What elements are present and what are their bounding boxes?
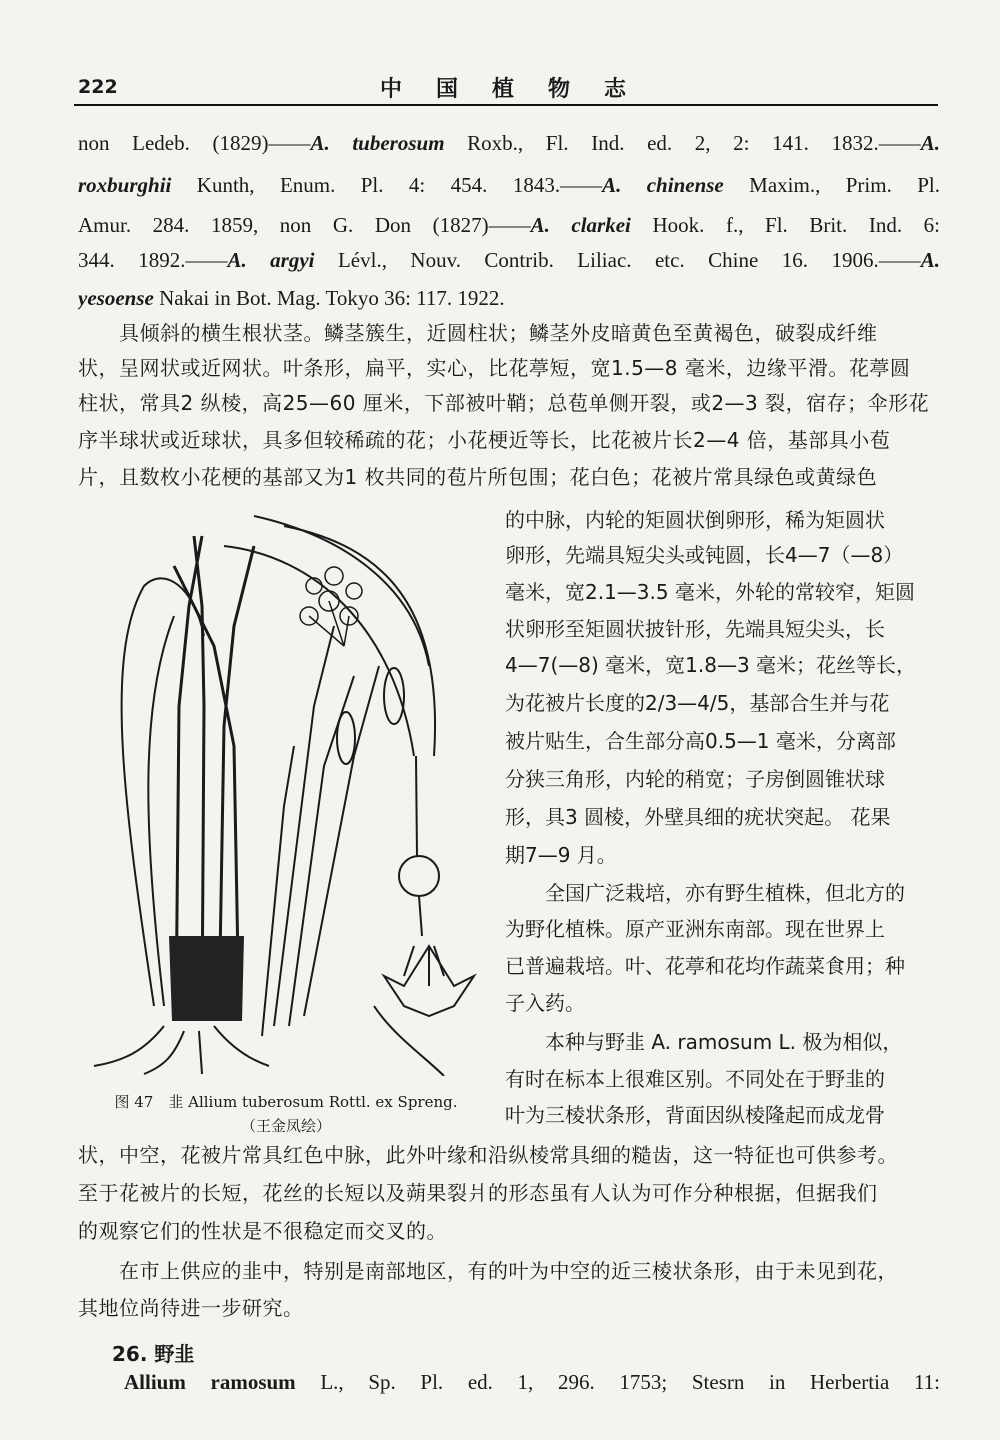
- description-line: 状，呈网状或近网状。叶条形，扁平，实心，比花葶短，宽1.5—8 毫米，边缘平滑。花葶圆: [78, 356, 911, 380]
- description-line: 至于花被片的长短，花丝的长短以及蒴果裂爿的形态虽有人认为可作分种根据，但据我们: [78, 1181, 878, 1205]
- synonym-line: non Ledeb. (1829)——A. tuberosum Roxb., Fl. Ind. ed. 2, 2: 141. 1832.——A.: [78, 131, 940, 155]
- side-text-line: 期7—9 月。: [505, 843, 617, 867]
- description-line: 柱状，常具2 纵棱，高25—60 厘米，下部被叶鞘；总苞单侧开裂，或2—3 裂，宿存；伞形花: [78, 391, 930, 415]
- side-text-line: 叶为三棱状条形，背面因纵棱隆起而成龙骨: [505, 1103, 885, 1127]
- side-text-line: 为花被片长度的2/3—4/5，基部合生并与花: [505, 691, 890, 715]
- description-line: 的观察它们的性状是不很稳定而交叉的。: [78, 1219, 447, 1243]
- figure-caption: [96, 1090, 476, 1138]
- species-name: Allium ramosum: [124, 1370, 296, 1394]
- side-text-line: 有时在标本上很难区别。不同处在于野韭的: [505, 1067, 885, 1091]
- synonym-line: 344. 1892.——A. argyi Lévl., Nouv. Contrib. Liliac. etc. Chine 16. 1906.——A.: [78, 248, 940, 272]
- description-line: 具倾斜的横生根状茎。鳞茎簇生，近圆柱状；鳞茎外皮暗黄色至黄褐色，破裂成纤维: [78, 321, 878, 345]
- side-text-line: 形，具3 圆棱，外壁具细的疣状突起。 花果: [505, 805, 891, 829]
- description-line: 状，中空，花被片常具红色中脉，此外叶缘和沿纵棱常具细的糙齿，这一特征也可供参考。: [78, 1143, 898, 1167]
- side-text-line: 本种与野韭 A. ramosum L. 极为相似，: [505, 1030, 903, 1054]
- side-text-line: 卵形，先端具短尖头或钝圆，长4—7（—8）: [505, 543, 904, 567]
- citation-text: L., Sp. Pl. ed. 1, 296. 1753; Stesrn in Herbertia 11:: [295, 1370, 940, 1394]
- side-text-line: 分狭三角形，内轮的稍宽；子房倒圆锥状球: [505, 767, 885, 791]
- synonym-line: roxburghii Kunth, Enum. Pl. 4: 454. 1843.——A. chinense Maxim., Prim. Pl.: [78, 173, 940, 197]
- page-number: 222: [78, 76, 118, 98]
- side-text-line: 子入药。: [505, 991, 585, 1015]
- description-line: 在市上供应的韭中，特别是南部地区，有的叶为中空的近三棱状条形，由于未见到花，: [78, 1259, 898, 1283]
- section-heading: 26. 野韭: [112, 1342, 195, 1366]
- running-title: 中国植物志: [380, 77, 661, 102]
- synonym-line: Amur. 284. 1859, non G. Don (1827)——A. clarkei Hook. f., Fl. Brit. Ind. 6:: [78, 213, 940, 237]
- caption-credit: （王金凤绘）: [240, 1117, 331, 1135]
- side-text-line: 全国广泛栽培，亦有野生植株，但北方的: [505, 881, 905, 905]
- side-text-line: 被片贴生，合生部分高0.5—1 毫米，分离部: [505, 729, 896, 753]
- species-citation: [124, 1370, 940, 1395]
- description-line: 其地位尚待进一步研究。: [78, 1296, 304, 1320]
- side-text-line: 4—7(—8) 毫米，宽1.8—3 毫米；花丝等长，: [505, 653, 917, 677]
- description-line: 片，且数枚小花梗的基部又为1 枚共同的苞片所包围；花白色；花被片常具绿色或黄绿色: [78, 465, 878, 489]
- synonym-line: yesoense Nakai in Bot. Mag. Tokyo 36: 117. 1922.: [78, 286, 505, 310]
- header-rule: [74, 104, 938, 106]
- side-text-line: 的中脉，内轮的矩圆状倒卵形，稀为矩圆状: [505, 508, 885, 532]
- side-text-line: 毫米，宽2.1—3.5 毫米，外轮的常较窄，矩圆: [505, 580, 915, 604]
- side-text-line: 已普遍栽培。叶、花葶和花均作蔬菜食用；种: [505, 954, 905, 978]
- description-line: 序半球状或近球状，具多但较稀疏的花；小花梗近等长，比花被片长2—4 倍，基部具小苞: [78, 428, 891, 452]
- caption-title: 图 47 韭 Allium tuberosum Rottl. ex Spreng.: [114, 1093, 458, 1111]
- side-text-line: 状卵形至矩圆状披针形，先端具短尖头，长: [505, 617, 885, 641]
- botanical-illustration: [84, 506, 484, 1076]
- side-text-line: 为野化植株。原产亚洲东南部。现在世界上: [505, 917, 885, 941]
